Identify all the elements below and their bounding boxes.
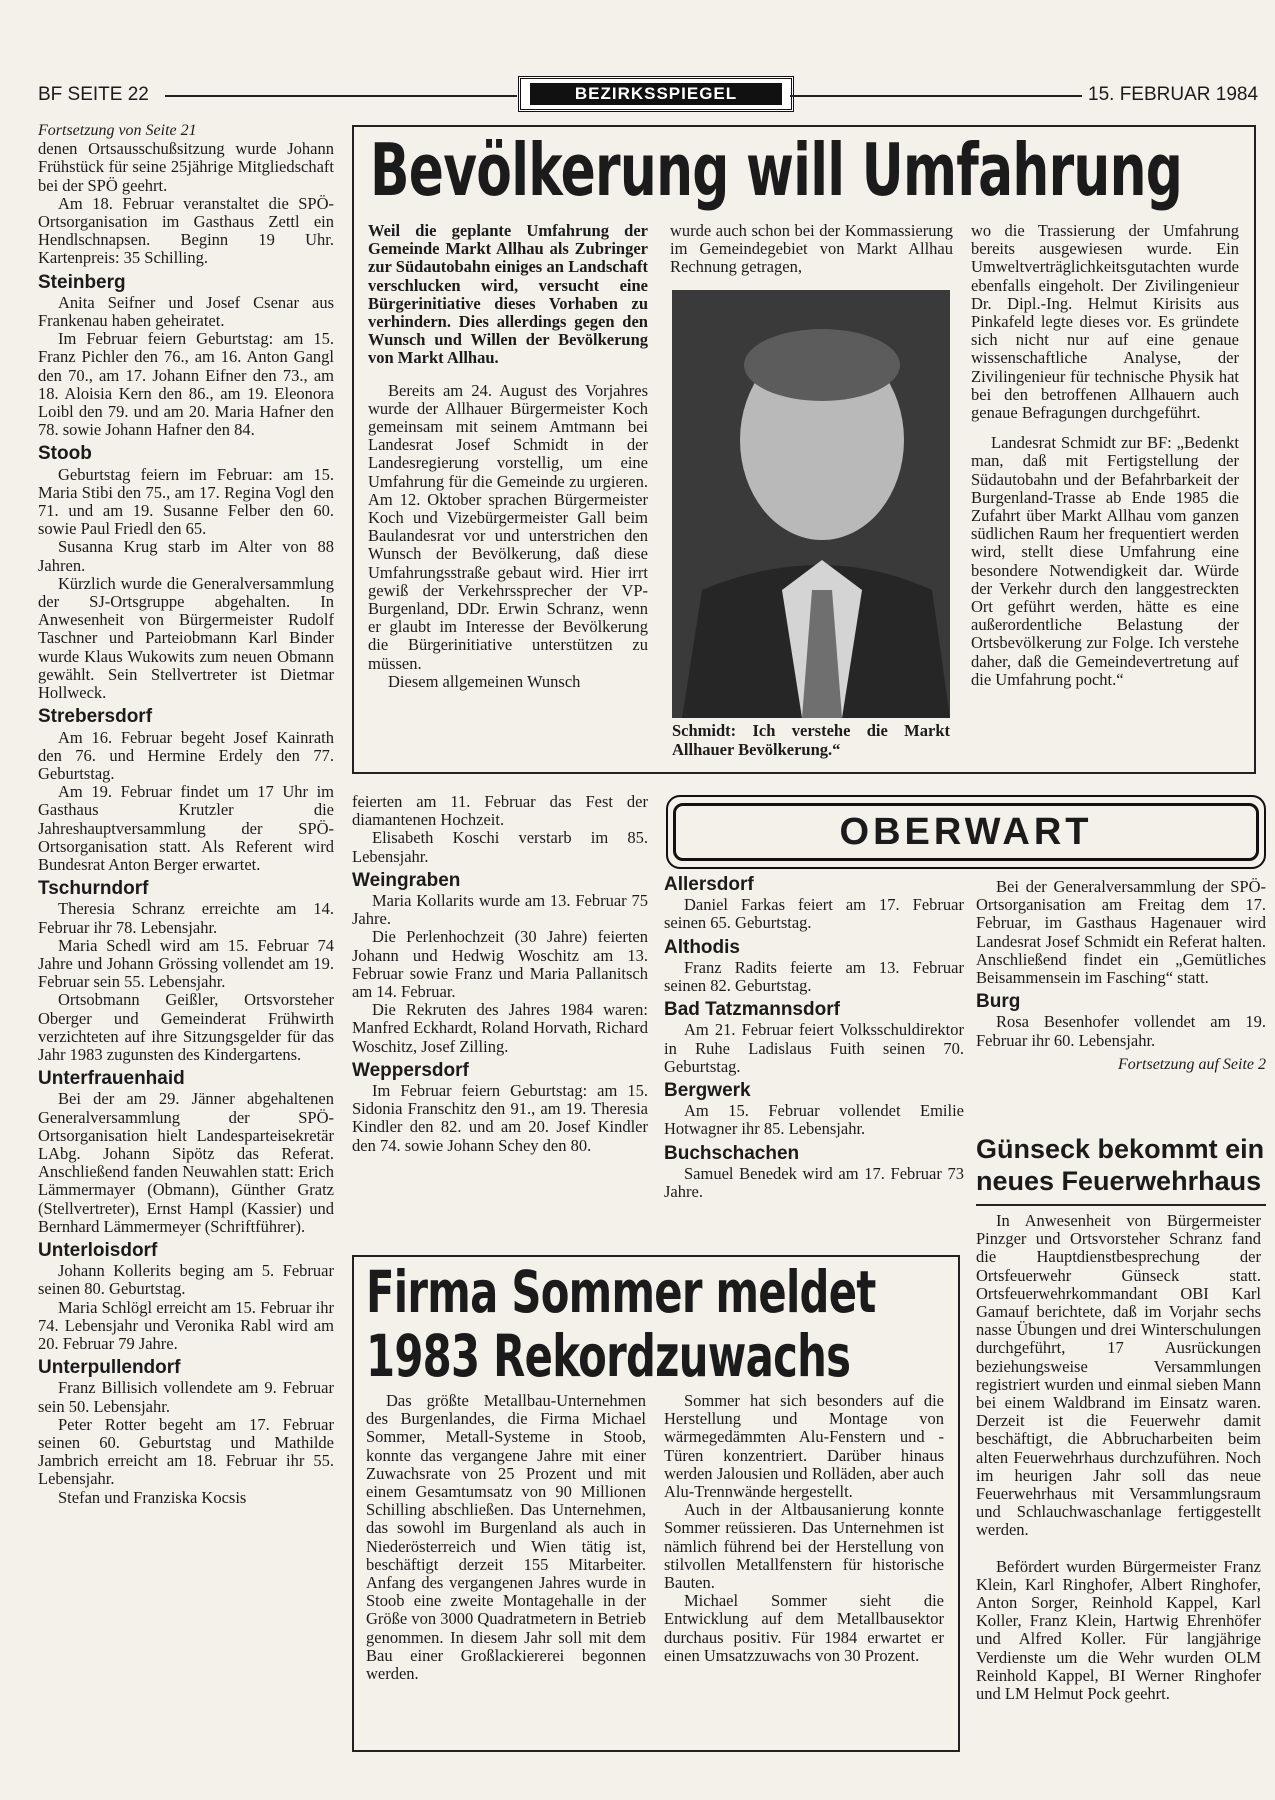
paragraph: Bei der Generalversammlung der SPÖ-Ortsorganisation am Freitag dem 17. Februar, im Gasthaus Hagenauer wird Landesrat Josef Schmidt ein Referat halten. Anschließend findet ein „Gemütliches Beisammensein im Fasching“ statt. — [976, 878, 1266, 988]
header-rule-right — [790, 95, 1082, 97]
header-rule-left — [165, 95, 517, 97]
issue-date: 15. FEBRUAR 1984 — [1088, 84, 1259, 105]
paragraph: Franz Billisich vollendete am 9. Februar sein 50. Lebensjahr. — [38, 1378, 334, 1416]
continued-from: Fortsetzung von Seite 21 — [38, 122, 197, 139]
paragraph: Die Rekruten des Jahres 1984 waren: Manfred Eckhardt, Roland Horvath, Richard Woschitz, Josef Zilling. — [352, 1000, 648, 1056]
lead-paragraph: Weil die geplante Umfahrung der Gemeinde Markt Allhau als Zubringer zur Südautobahn einiges an Landschaft verschlucken wird, versucht eine Bürgerinitiative dieses Vorhaben zu verhindern. Dies allerdings gegen den Wunsch und Willen der Bevölkerung von Markt Allhau. — [368, 222, 648, 368]
story-feuerwehr-body — [976, 1212, 1261, 1752]
paragraph: Samuel Benedek wird am 17. Februar 73 Jahre. — [664, 1163, 964, 1202]
story-feuerwehr-headline-line1: Günseck bekommt ein — [976, 1134, 1265, 1164]
town-heading: Althodis — [664, 936, 740, 958]
paragraph: Maria Schedl wird am 15. Februar 74 Jahre und Johann Grössing vollendet am 19. Februar sein 55. Lebensjahr. — [38, 935, 334, 992]
paragraph: Landesrat Schmidt zur BF: „Bedenkt man, daß mit Fertigstellung der Südautobahn und der Befahrbarkeit der Burgenland-Trasse ab Ende 1985 die Zufahrt über Markt Allhau vom ganzen südlichen Raum her frequentiert werden wird, stellt diese Umfahrung eine besondere Notwendigkeit dar. Würde der Verkehr durch den langgestreckten Ort geführt werden, hätte es eine außerordentliche Belastung der Ortsbevölkerung zur Folge. Ich verstehe daher, daß die Gemeindevertretung auf die Umfahrung pocht.“ — [971, 433, 1239, 689]
story-sommer-col-a — [366, 1392, 646, 1742]
oberwart-col-a — [664, 874, 964, 1234]
column-local-news-2 — [352, 793, 648, 1233]
paragraph: Am 19. Februar findet um 17 Uhr im Gasthaus Krutzler die Jahreshauptversammlung der SPÖ-Ortsorganisation statt. Als Referent wird Bundesrat Anton Berger erwartet. — [38, 782, 334, 874]
paragraph: Geburtstag feiern im Februar: am 15. Maria Stibi den 75., am 17. Regina Vogl den 71. und am 19. Susanne Felber den 60. sowie Paul Friedl den 65. — [38, 464, 334, 539]
paragraph: Johann Kollerits beging am 5. Februar seinen 80. Geburtstag. — [38, 1261, 334, 1299]
paragraph: Diesem allgemeinen Wunsch — [388, 671, 581, 691]
town-heading: Bergwerk — [664, 1080, 751, 1102]
paragraph: Am 21. Februar feiert Volksschuldirektor in Ruhe Ladislaus Fuith seinen 70. Geburtstag. — [664, 1020, 964, 1076]
paragraph: Theresia Schranz erreichte am 14. Februar ihr 78. Lebensjahr. — [38, 899, 334, 937]
town-heading: Unterpullendorf — [38, 1357, 181, 1379]
town-heading: Weingraben — [352, 869, 461, 891]
paragraph: Im Februar feiern Geburtstag: am 15. Franz Pichler den 76., am 16. Anton Gangl den 70., am 17. Johann Eifner den 73., am 18. Aloisia Kern den 86., am 19. Eleonora Loibl den 79. und am 20. Maria Hafner den 78. sowie Johann Hafner den 84. — [38, 329, 334, 440]
story-feuerwehr-headline-block — [976, 1133, 1266, 1201]
paragraph: Peter Rotter begeht am 17. Februar seinen 60. Geburtstag und Mathilde Jambrich erreicht am 18. Februar ihr 55. Lebensjahr. — [38, 1414, 334, 1489]
paragraph: Stefan und Franziska Kocsis — [58, 1487, 247, 1507]
story-feuerwehr-headline-line2: neues Feuerwehrhaus — [976, 1166, 1262, 1196]
oberwart-banner — [666, 795, 1266, 869]
paragraph: Bei der am 29. Jänner abgehaltenen Generalversammlung der SPÖ-Ortsorganisation hielt Landesparteisekretär LAbg. Johann Sipötz das Referat. Anschließend fanden Neuwahlen statt: Erich Lämmermayer (Obmann), Günther Gratz (Stellvertreter), Ernst Hampl (Kassier) und Bernhard Lämmermeyer (Schriftführer). — [38, 1089, 334, 1236]
portrait-photo-illustration — [672, 290, 950, 718]
town-heading: Allersdorf — [664, 874, 754, 895]
town-heading: Bad Tatzmannsdorf — [664, 999, 840, 1021]
story-umfahrung-headline: Bevölkerung will Umfahrung — [370, 128, 1183, 212]
paragraph: Am 16. Februar begeht Josef Kainrath den 76. und Hermine Erdely den 77. Geburtstag. — [38, 727, 334, 783]
section-label: BEZIRKSSPIEGEL — [574, 84, 738, 103]
oberwart-col-b — [976, 878, 1266, 1108]
paragraph: feierten am 11. Februar das Fest der diamantenen Hochzeit. — [352, 793, 648, 830]
paragraph: Elisabeth Koschi verstarb im 85. Lebensjahr. — [352, 828, 648, 866]
paragraph: Michael Sommer sieht die Entwicklung auf dem Metallbausektor durchaus positiv. Für 1984 erwartet er einen Umsatzzuwachs von 30 Prozent. — [664, 1591, 944, 1665]
town-heading: Tschurndorf — [38, 878, 149, 900]
paragraph: Am 15. Februar vollendet Emilie Hotwagner ihr 85. Lebensjahr. — [664, 1101, 964, 1139]
section-banner — [518, 76, 794, 112]
paragraph: Befördert wurden Bürgermeister Franz Klein, Karl Ringhofer, Albert Ringhofer, Anton Sorger, Reinhold Kappel, Karl Koller, Franz Klein, Hartwig Ehrenhöfer und Alfred Koller. Für langjährige Verdienste um die Wehr wurden OLM Reinhold Kappel, BI Werner Ringhofer und LM Helmut Pock geehrt. — [976, 1556, 1261, 1704]
paragraph: wurde auch schon bei der Kommassierung im Gemeindegebiet von Markt Allhau Rechnung getragen, — [670, 222, 953, 277]
paragraph: Daniel Farkas feiert am 17. Februar seinen 65. Geburtstag. — [664, 895, 964, 933]
paragraph: Im Februar feiern Geburtstag: am 15. Sidonia Franschitz den 91., am 19. Theresia Kindler den 82. und am 20. Josef Kindler den 74. sowie Johann Schey den 80. — [352, 1081, 648, 1155]
story-umfahrung-col-a — [368, 222, 648, 762]
headline-rule — [976, 1204, 1266, 1206]
paragraph: Sommer hat sich besonders auf die Herstellung und Montage von wärmegedämmten Alu-Fenstern und -Türen konzentriert. Darüber hinaus werden Jalousien und Rolläden, aber auch Alu-Trennwände hergestellt. — [664, 1392, 944, 1502]
paragraph: Das größte Metallbau-Unternehmen des Burgenlandes, die Firma Michael Sommer, Metall-Systeme in Stoob, konnte das vergangene Jahre mit einer Zuwachsrate von 25 Prozent und mit einem Gesamtumsatz von 90 Millionen Schilling abschließen. Das Unternehmen, das sowohl im Burgenland als auch in Niederösterreich und Wien tätig ist, beschäftigt derzeit 155 Mitarbeiter. Anfang des vergangenen Jahres wurde in Stoob eine zweite Montagehalle in der Größe von 3000 Quadratmetern in Betrieb genommen. In diesem Jahr soll mit dem Bau einer Großlackiererei begonnen werden. — [366, 1392, 646, 1684]
continued-to: Fortsetzung auf Seite 2 — [1118, 1055, 1266, 1073]
paragraph: In Anwesenheit von Bürgermeister Pinzger und Ortsvorsteher Schranz fand die Hauptdienstbesprechung der Ortsfeuerwehr Günseck statt. Ortsfeuerwehrkommandant OBI Karl Gamauf berichtete, daß im Vorjahr sechs nasse Übungen und drei Winterschulungen durchgeführt, 17 Ausrückungen beziehungsweise Versammlungen registriert wurden und einmal sieben Mann bei einem Waldbrand im Einsatz waren. Derzeit ist die Feuerwehr damit beschäftigt, die Abbrucharbeiten beim alten Feuerwehrhaus durchzuführen. Noch im heurigen Jahr soll das neue Feuerwehrhaus mit Versammlungsraum und Schlauchwaschanlage fertiggestellt werden. — [976, 1212, 1261, 1540]
town-heading: Buchschachen — [664, 1142, 800, 1164]
region-title: OBERWART — [839, 810, 1093, 853]
paragraph: Ortsobmann Geißler, Ortsvorsteher Oberger und Gemeinderat Frühwirth verzichteten auf ihre Sitzungsgelder für das Jahr 1983 zugunsten des Kindergartens. — [38, 990, 334, 1064]
page-number: BF SEITE 22 — [38, 84, 149, 105]
story-sommer-col-b — [664, 1392, 944, 1742]
town-heading: Stoob — [38, 443, 92, 465]
paragraph: Auch in der Altbausanierung konnte Sommer reüssieren. Das Unternehmen ist nämlich führend bei der Herstellung von stilvollen Metallfenstern für historische Bauten. — [664, 1500, 944, 1593]
paragraph: Anita Seifner und Josef Csenar aus Frankenau haben geheiratet. — [38, 292, 334, 331]
town-heading: Unterfrauenhaid — [38, 1068, 185, 1090]
paragraph: Bereits am 24. August des Vorjahres wurde der Allhauer Bürgermeister Koch gemeinsam mit seinem Amtmann bei Landesrat Josef Schmidt in der Landesregierung vorstellig, um eine Umfahrung für die Gemeinde zu urgieren. Am 12. Oktober sprachen Bürgermeister Koch und Vizebürgermeister Gall beim Baulandesrat vor und unterstrichen den Wunsch der Bevölkerung, daß diese Umfahrungsstraße gebaut wird. Hier irrt gewiß der Verkehrssprecher der VP-Burgenland, DDr. Erwin Schranz, wenn er glaubt im Interesse der Bevölkerung die Bürgerinitiative unterstützen zu müssen. — [368, 380, 648, 673]
photo-caption: Schmidt: Ich verstehe die Markt Allhauer Bevölkerung.“ — [672, 721, 950, 759]
portrait-photo — [672, 290, 950, 718]
paragraph: denen Ortsausschußsitzung wurde Johann Frühstück für seine 25jährige Mitgliedschaft bei der SPÖ geehrt. — [38, 139, 334, 195]
story-umfahrung-col-b — [670, 222, 953, 282]
story-sommer-headline-line1: Firma Sommer meldet — [366, 1258, 876, 1326]
paragraph: Maria Kollarits wurde am 13. Februar 75 Jahre. — [352, 891, 648, 929]
story-sommer-headline-line2: 1983 Rekordzuwachs — [366, 1322, 851, 1390]
paragraph: Franz Radits feierte am 13. Februar seinen 82. Geburtstag. — [664, 957, 964, 996]
town-heading: Steinberg — [38, 271, 126, 293]
paragraph: Kürzlich wurde die Generalversammlung der SJ-Ortsgruppe abgehalten. In Anwesenheit von Bürgermeister Rudolf Taschner und Parteiobmann Karl Binder wurde Klaus Wukowits zum neuen Obmann gewählt. Sein Stellvertreter ist Dietmar Hollweck. — [38, 573, 334, 703]
column-local-news-1 — [38, 122, 334, 1752]
paragraph: Am 18. Februar veranstaltet die SPÖ-Ortsorganisation im Gasthaus Zettl ein Hendlschnapsen. Beginn 19 Uhr. Kartenpreis: 35 Schilling. — [38, 193, 334, 268]
town-heading: Burg — [976, 991, 1021, 1013]
paragraph: Die Perlenhochzeit (30 Jahre) feierten Johann und Hedwig Woschitz am 13. Februar sowie Franz und Maria Pallanitsch am 14. Februar. — [352, 927, 648, 1002]
paragraph: Susanna Krug starb im Alter von 88 Jahren. — [38, 537, 334, 575]
paragraph: Maria Schlögl erreicht am 15. Februar ihr 74. Lebensjahr und Veronika Rabl wird am 20. Februar 79 Jahre. — [38, 1297, 334, 1353]
paragraph: wo die Trassierung der Umfahrung bereits ausgewiesen wurde. Ein Umweltverträglichkeitsgutachten wurde ebenfalls eingeholt. Der Zivilingenieur Dr. Dipl.-Ing. Helmut Kirisits aus Pinkafeld legte dieses vor. Es gründete sich nicht nur auf eine genaue wissenschaftliche Analyse, der Zivilingenieur für technische Physik hat bei den betroffenen Allhauern auch genaue Befragungen durchgeführt. — [971, 222, 1239, 423]
paragraph: Rosa Besenhofer vollendet am 19. Februar ihr 60. Lebensjahr. — [976, 1012, 1266, 1050]
town-heading: Unterloisdorf — [38, 1239, 158, 1261]
town-heading: Strebersdorf — [38, 706, 153, 728]
story-umfahrung-col-c — [971, 222, 1239, 762]
town-heading: Weppersdorf — [352, 1059, 469, 1081]
